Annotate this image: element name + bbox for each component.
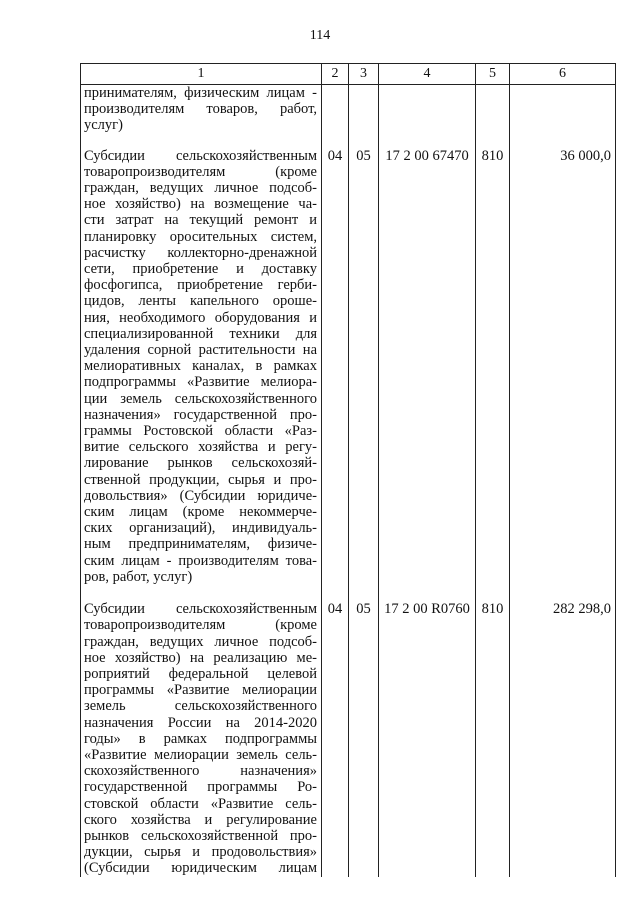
- description-line: «Развитие мелиорации земель сель-: [84, 746, 317, 763]
- target-article-code: 17 2 00 67470: [379, 148, 476, 601]
- description-line: ния, необходимого оборудования и: [84, 309, 317, 326]
- header-row: [81, 64, 616, 85]
- description-line: назначения» государственной про-: [84, 406, 317, 423]
- description-line: (Субсидии юридическим лицам: [84, 860, 317, 877]
- description-line: товаропроизводителям (кроме: [84, 617, 317, 634]
- subsection-code: [349, 85, 379, 148]
- description-line: назначения России на 2014-2020: [84, 714, 317, 731]
- row-description: [81, 601, 322, 876]
- budget-table: [80, 63, 616, 877]
- subsection-code: 05: [349, 148, 379, 601]
- description-line: цидов, ленты капельного ороше-: [84, 293, 317, 310]
- description-line: Субсидии сельскохозяйственным: [84, 147, 317, 164]
- subsection-code: 05: [349, 601, 379, 876]
- description-line: сти затрат на текущий ремонт и: [84, 212, 317, 229]
- description-line: специализированной техники для: [84, 325, 317, 342]
- description-line: ции земель сельскохозяйственного: [84, 390, 317, 407]
- description-line: ским лицам - производителям това-: [84, 552, 317, 569]
- description-line: ским лицам (кроме некоммерче-: [84, 504, 317, 521]
- description-line: скохозяйственного назначения»: [84, 763, 317, 780]
- description-line: государственной программы Ро-: [84, 779, 317, 796]
- description-line: рынков сельскохозяйственной про-: [84, 827, 317, 844]
- description-line: граммы Ростовской области «Раз-: [84, 423, 317, 440]
- description-line: фосфогипса, приобретение герби-: [84, 277, 317, 294]
- amount: 282 298,0: [510, 601, 616, 876]
- page-number: 114: [309, 28, 331, 43]
- description-line: витие сельского хозяйства и регу-: [84, 439, 317, 456]
- expense-type-code: [476, 85, 510, 148]
- table-row: [81, 85, 616, 148]
- description-line: лирование рынков сельскохозяй-: [84, 455, 317, 472]
- description-line: ным предпринимателям, физиче-: [84, 536, 317, 553]
- description-line: планировку оросительных систем,: [84, 228, 317, 245]
- description-line: ное хозяйство) на возмещение ча-: [84, 196, 317, 213]
- description-line: ского хозяйства и регулирование: [84, 811, 317, 828]
- description-line: земель сельскохозяйственного: [84, 698, 317, 715]
- amount: [510, 85, 616, 148]
- col-header-3: 3: [349, 64, 379, 85]
- table-row: [81, 148, 616, 601]
- table-row: [81, 601, 616, 876]
- col-header-4: 4: [379, 64, 476, 85]
- section-code: [322, 85, 349, 148]
- description-line: граждан, ведущих личное подсоб-: [84, 633, 317, 650]
- description-line: довольствия» (Субсидии юридиче-: [84, 487, 317, 504]
- description-line: граждан, ведущих личное подсоб-: [84, 180, 317, 197]
- expense-type-code: 810: [476, 148, 510, 601]
- section-code: 04: [322, 601, 349, 876]
- description-line: роприятий федеральной целевой: [84, 665, 317, 682]
- description-line: ров, работ, услуг): [84, 568, 193, 585]
- col-header-2: 2: [322, 64, 349, 85]
- description-line: принимателям, физическим лицам -: [84, 85, 317, 101]
- row-description: [81, 148, 322, 601]
- description-line: стовской области «Развитие сель-: [84, 795, 317, 812]
- target-article-code: 17 2 00 R0760: [379, 601, 476, 876]
- description-line: расчистку коллекторно-дренажной: [84, 244, 317, 261]
- description-line: удаления сорной растительности на: [84, 342, 317, 359]
- description-line: дукции, сырья и продовольствия»: [84, 844, 317, 861]
- row-description: [81, 85, 322, 148]
- amount: 36 000,0: [510, 148, 616, 601]
- expense-type-code: 810: [476, 601, 510, 876]
- description-line: ственной продукции, сырья и про-: [84, 471, 317, 488]
- description-line: мелиоративных каналах, в рамках: [84, 358, 317, 375]
- description-line: подпрограммы «Развитие мелиора-: [84, 374, 317, 391]
- col-header-1: 1: [81, 64, 322, 85]
- description-line: программы «Развитие мелиорации: [84, 682, 317, 699]
- description-line: ное хозяйство) на реализацию ме-: [84, 649, 317, 666]
- target-article-code: [379, 85, 476, 148]
- description-line: ских организаций), индивидуаль-: [84, 520, 317, 537]
- description-line: услуг): [84, 117, 123, 134]
- description-line: сети, приобретение и доставку: [84, 261, 317, 278]
- col-header-6: 6: [510, 64, 616, 85]
- description-line: годы» в рамках подпрограммы: [84, 730, 317, 747]
- section-code: 04: [322, 148, 349, 601]
- col-header-5: 5: [476, 64, 510, 85]
- description-line: производителям товаров, работ,: [84, 101, 317, 118]
- description-line: Субсидии сельскохозяйственным: [84, 601, 317, 618]
- description-line: товаропроизводителям (кроме: [84, 163, 317, 180]
